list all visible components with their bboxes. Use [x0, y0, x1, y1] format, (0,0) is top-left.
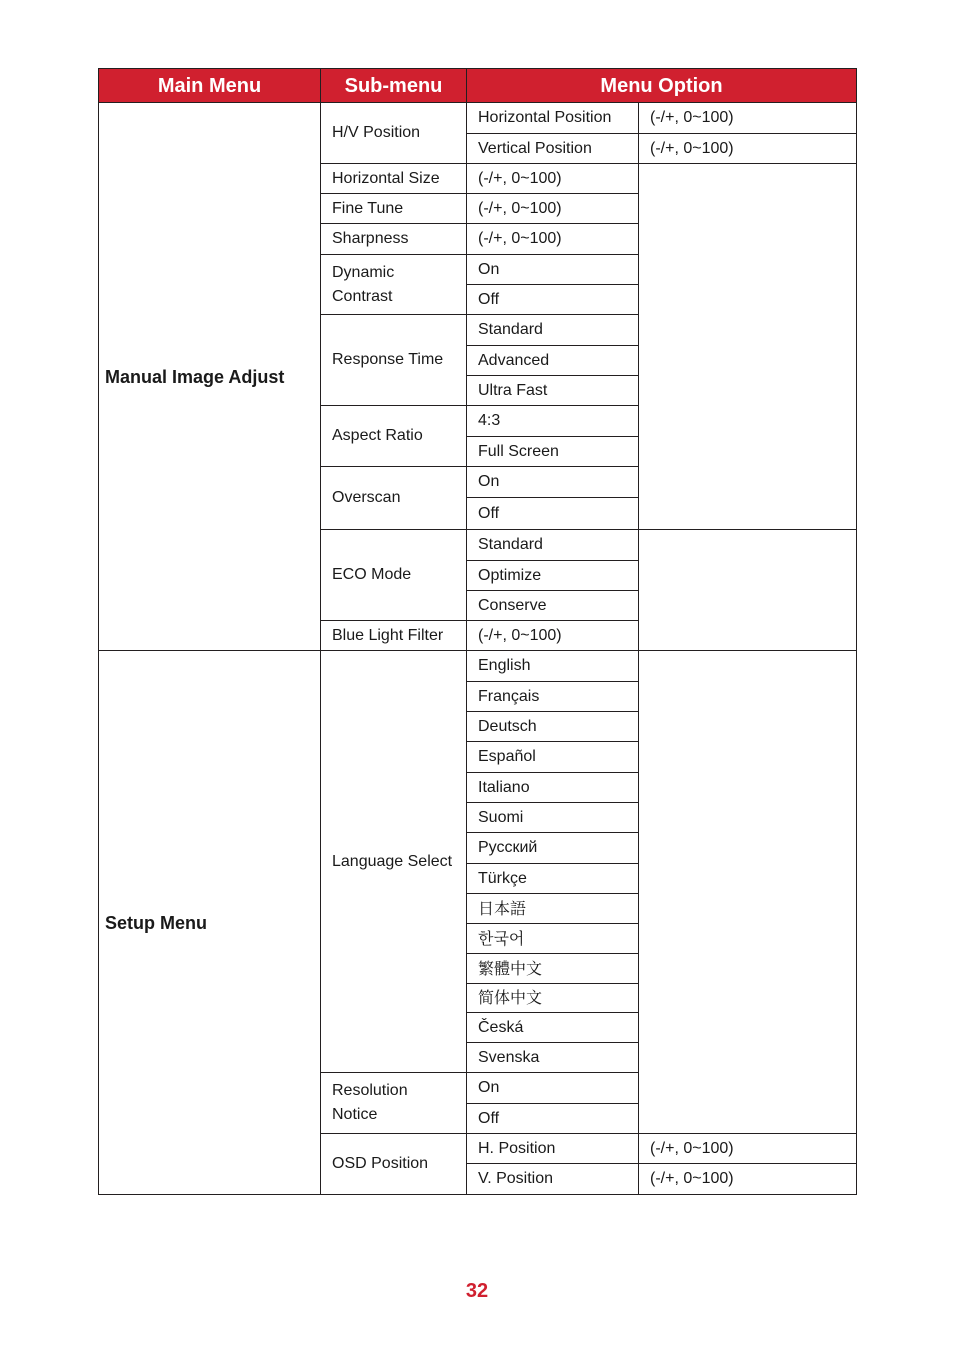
option-horizontal-position: Horizontal Position: [467, 103, 639, 134]
option-language-espanol: Español: [467, 742, 639, 773]
page-number: 32: [465, 1280, 489, 1302]
option-language-suomi: Suomi: [467, 803, 639, 833]
option-resolution-notice-off: Off: [467, 1104, 639, 1134]
option-overscan-off: Off: [467, 498, 639, 530]
option-fine-tune-value: (-/+, 0~100): [467, 194, 639, 224]
submenu-resolution-notice: [321, 1073, 467, 1134]
option-language-simplified-chinese: 简体中文: [467, 984, 639, 1013]
table-row: [99, 651, 857, 682]
option-language-francais: Français: [467, 682, 639, 712]
option-sharpness-value: (-/+, 0~100): [467, 224, 639, 255]
main-menu-manual-image-adjust: Manual Image Adjust: [99, 103, 321, 651]
header-main-menu: Main Menu: [99, 69, 321, 103]
table-row: [99, 103, 857, 134]
submenu-hv-position: H/V Position: [321, 103, 467, 164]
main-menu-setup-menu: Setup Menu: [99, 651, 321, 1195]
option-language-deutsch: Deutsch: [467, 712, 639, 742]
submenu-osd-position: OSD Position: [321, 1134, 467, 1195]
option-eco-mode-optimize: Optimize: [467, 561, 639, 591]
option-language-russian: Русский: [467, 833, 639, 864]
option-dynamic-contrast-on: On: [467, 255, 639, 285]
option-h-position: H. Position: [467, 1134, 639, 1164]
option-blue-light-filter-value: (-/+, 0~100): [467, 621, 639, 651]
option-language-traditional-chinese: 繁體中文: [467, 954, 639, 984]
option-eco-mode-conserve: Conserve: [467, 591, 639, 621]
submenu-aspect-ratio: Aspect Ratio: [321, 406, 467, 467]
dynamic-contrast-label-line1: Dynamic: [332, 263, 395, 281]
option-language-swedish: Svenska: [467, 1043, 639, 1073]
option-language-japanese: 日本語: [467, 894, 639, 924]
empty-cell: [639, 530, 857, 651]
option-response-time-ultra-fast: Ultra Fast: [467, 376, 639, 406]
dynamic-contrast-label-line2: Contrast: [332, 287, 393, 305]
option-language-korean: 한국어: [467, 924, 639, 954]
option-v-position-value: (-/+, 0~100): [639, 1164, 857, 1195]
submenu-fine-tune: Fine Tune: [321, 194, 467, 224]
submenu-blue-light-filter: Blue Light Filter: [321, 621, 467, 651]
osd-menu-table: [98, 68, 857, 1195]
option-resolution-notice-on: On: [467, 1073, 639, 1104]
submenu-horizontal-size: Horizontal Size: [321, 164, 467, 194]
option-overscan-on: On: [467, 467, 639, 498]
submenu-sharpness: Sharpness: [321, 224, 467, 255]
submenu-dynamic-contrast: [321, 255, 467, 315]
resolution-notice-label-line2: Notice: [332, 1106, 378, 1123]
option-language-czech: Česká: [467, 1013, 639, 1043]
option-horizontal-size-value: (-/+, 0~100): [467, 164, 639, 194]
header-menu-option: Menu Option: [467, 69, 857, 103]
option-aspect-ratio-full-screen: Full Screen: [467, 437, 639, 467]
empty-cell: [639, 651, 857, 1134]
option-language-italiano: Italiano: [467, 773, 639, 803]
option-h-position-value: (-/+, 0~100): [639, 1134, 857, 1164]
option-language-turkish: Türkçe: [467, 864, 639, 894]
submenu-response-time: Response Time: [321, 315, 467, 406]
option-vertical-position: Vertical Position: [467, 134, 639, 164]
submenu-overscan: Overscan: [321, 467, 467, 530]
resolution-notice-label-line1: Resolution: [332, 1082, 408, 1099]
option-aspect-ratio-4-3: 4:3: [467, 406, 639, 437]
table-header-row: [99, 69, 857, 103]
option-response-time-advanced: Advanced: [467, 346, 639, 376]
submenu-language-select: Language Select: [321, 651, 467, 1073]
option-v-position: V. Position: [467, 1164, 639, 1195]
option-vertical-position-value: (-/+, 0~100): [639, 134, 857, 164]
option-dynamic-contrast-off: Off: [467, 285, 639, 315]
option-language-english: English: [467, 651, 639, 682]
option-response-time-standard: Standard: [467, 315, 639, 346]
option-eco-mode-standard: Standard: [467, 530, 639, 561]
empty-cell: [639, 164, 857, 530]
option-horizontal-position-value: (-/+, 0~100): [639, 103, 857, 134]
submenu-eco-mode: ECO Mode: [321, 530, 467, 621]
header-sub-menu: Sub-menu: [321, 69, 467, 103]
